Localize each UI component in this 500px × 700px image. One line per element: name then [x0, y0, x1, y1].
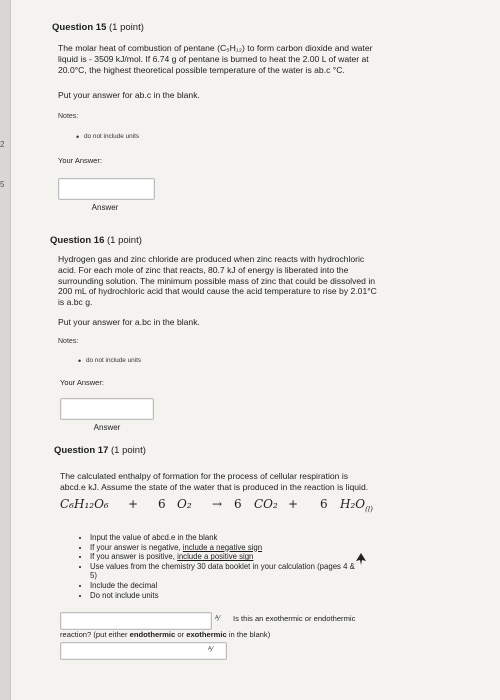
question-body-line: is a.bc g. — [58, 297, 93, 308]
notes-label: Notes: — [58, 113, 79, 120]
question-17-body — [60, 471, 490, 493]
sidebar-marker: 5 — [0, 180, 5, 189]
question-points: (1 point) — [109, 22, 144, 33]
question-body-line: surrounding solution. The minimum possible mass of zinc that could be dissolved in — [58, 275, 376, 286]
list-item: • Include the decimal — [90, 581, 390, 591]
question-text: or — [175, 630, 187, 639]
instruction-list — [78, 533, 390, 600]
your-answer-label: Your Answer: — [58, 156, 102, 165]
equation-oxygen: O₂ — [177, 497, 192, 511]
your-answer-label: Your Answer: — [60, 378, 104, 387]
spellcheck-icon: ᴬ⁄ — [208, 645, 213, 654]
question-body-line: acid. For each mole of zinc that reacts, 80.7 kJ of energy is liberated into the — [58, 264, 349, 275]
mouse-pointer-icon — [355, 553, 367, 565]
question-body-line: Hydrogen gas and zinc chloride are produced when zinc reacts with hydrochloric — [58, 254, 365, 264]
question-16-instruction: Put your answer for a.bc in the blank. — [58, 317, 200, 327]
equation-coefficient: 6 — [320, 497, 328, 511]
equation-coefficient: 6 — [158, 497, 166, 511]
list-item-text: If your answer is negative, include a negative sign — [90, 542, 263, 552]
list-item: • Use values from the chemistry 30 data booklet in your calculation (pages 4 & — [90, 562, 390, 572]
equation-water-formula: H₂O — [340, 497, 366, 511]
equation-plus: + — [128, 497, 139, 511]
question-17-title — [54, 445, 146, 456]
list-item-text: If you answer is positive, include a positive sign — [90, 552, 254, 562]
q16-answer-button[interactable]: Answer — [93, 423, 121, 432]
equation-carbon-dioxide: CO₂ — [254, 497, 278, 511]
list-item: • Do not include units — [90, 591, 390, 601]
list-item — [90, 543, 390, 553]
note-item: • do not include units — [84, 133, 139, 140]
question-body-line: 200 mL of hydrochloric acid that would cause the acid temperature to rise by 2.01°C — [58, 286, 377, 297]
q16-answer-input[interactable] — [60, 398, 154, 420]
question-points: (1 point) — [107, 235, 142, 246]
q17-value-input[interactable] — [60, 612, 212, 630]
question-title-text: Question 17 — [54, 445, 109, 456]
equation-arrow: → — [212, 497, 223, 511]
question-15-body — [58, 43, 488, 75]
question-15-instruction: Put your answer for ab.c in the blank. — [58, 90, 200, 100]
question-body-line: liquid is - 3509 kJ/mol. If 6.74 g of pentane is burned to heat the 2.00 L of water at — [58, 53, 369, 64]
option-word: exothermic — [186, 630, 227, 639]
spellcheck-icon: ᴬ⁄ — [215, 614, 220, 623]
question-points: (1 point) — [111, 445, 146, 456]
left-sidebar-strip — [0, 0, 11, 700]
sidebar-marker: 2 — [0, 140, 5, 149]
question-text: reaction? (put either — [60, 630, 130, 639]
notes-label: Notes: — [58, 338, 79, 345]
q15-answer-button[interactable]: Answer — [91, 203, 119, 212]
list-item — [90, 552, 390, 562]
list-item: 5) — [90, 571, 97, 581]
list-item: • Input the value of abcd.e in the blank — [90, 533, 390, 543]
question-text: in the blank) — [226, 630, 271, 639]
question-title-text: Question 15 — [52, 22, 107, 33]
q15-answer-input[interactable] — [58, 178, 155, 200]
equation-coefficient: 6 — [234, 497, 242, 511]
exo-endo-question: Is this an exothermic or endothermic — [233, 614, 356, 623]
question-body-line: The molar heat of combustion of pentane (C₅H₁₂) to form carbon dioxide and water — [58, 43, 373, 53]
question-body-line: The calculated enthalpy of formation for the process of cellular respiration is — [60, 471, 349, 481]
note-item: • do not include units — [86, 357, 141, 364]
equation-glucose: C₆H₁₂O₆ — [60, 497, 109, 511]
question-body-line: 20.0°C, the highest theoretical possible temperature of the water is ab.c °C. — [58, 64, 345, 75]
question-body-line: abcd.e kJ. Assume the state of the water that is produced in the reaction is liquid. — [60, 481, 369, 492]
question-title-text: Question 16 — [50, 235, 105, 246]
q17-exo-endo-input[interactable] — [60, 642, 227, 660]
option-word: endothermic — [129, 630, 176, 639]
equation-water — [340, 497, 373, 513]
question-15-title — [52, 22, 144, 33]
equation-plus: + — [288, 497, 299, 511]
exo-endo-question-line2 — [60, 630, 270, 639]
equation-water-state: (l) — [365, 505, 373, 514]
question-16-title — [50, 235, 142, 246]
question-16-body — [58, 254, 488, 308]
